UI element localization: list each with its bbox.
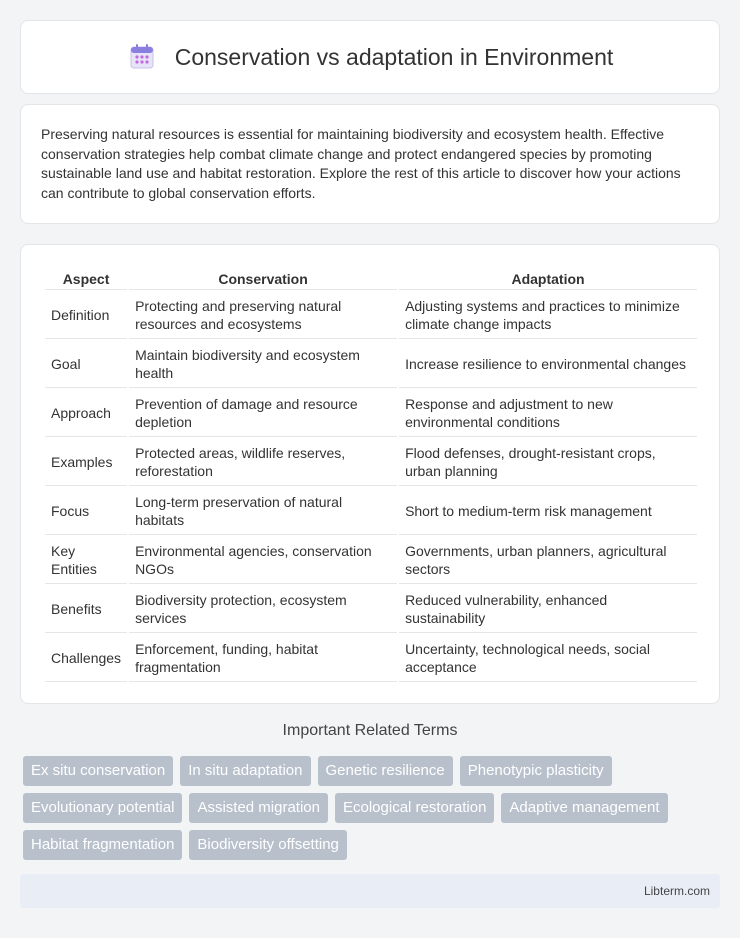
table-cell-cons: Long-term preservation of natural habitats — [129, 488, 397, 535]
table-row — [45, 488, 697, 535]
table-cell-adapt: Increase resilience to environmental changes — [399, 341, 697, 388]
table-cell-cons: Environmental agencies, conservation NGOs — [129, 537, 397, 584]
table-cell-cons: Protecting and preserving natural resources and ecosystems — [129, 292, 397, 339]
table-header-row — [45, 267, 697, 290]
table-cell-adapt: Reduced vulnerability, enhanced sustainability — [399, 586, 697, 633]
table-row — [45, 390, 697, 437]
column-header: Aspect — [45, 267, 127, 290]
related-term-tag[interactable]: Phenotypic plasticity — [460, 756, 612, 786]
related-terms-title: Important Related Terms — [282, 722, 458, 739]
footer-site-link[interactable]: Libterm.com — [643, 884, 710, 898]
comparison-table-card — [20, 244, 720, 704]
table-cell-aspect: Benefits — [45, 586, 127, 633]
table-cell-cons: Prevention of damage and resource depletion — [129, 390, 397, 437]
table-row — [45, 292, 697, 339]
related-term-tag[interactable]: In situ adaptation — [180, 756, 310, 786]
table-cell-aspect: Challenges — [45, 635, 127, 682]
table-row — [45, 439, 697, 486]
table-cell-aspect: Key Entities — [45, 537, 127, 584]
related-term-tag[interactable]: Genetic resilience — [318, 756, 453, 786]
table-cell-adapt: Flood defenses, drought-resistant crops, urban planning — [399, 439, 697, 486]
table-cell-adapt: Adjusting systems and practices to minimize climate change impacts — [399, 292, 697, 339]
table-row — [45, 537, 697, 584]
related-term-tag[interactable]: Ecological restoration — [335, 793, 494, 823]
table-cell-adapt: Response and adjustment to new environmental conditions — [399, 390, 697, 437]
table-cell-aspect: Examples — [45, 439, 127, 486]
table-row — [45, 635, 697, 682]
related-term-tag[interactable]: Habitat fragmentation — [23, 830, 182, 860]
table-row — [45, 341, 697, 388]
table-cell-aspect: Definition — [45, 292, 127, 339]
column-header: Conservation — [129, 267, 397, 290]
table-cell-adapt: Short to medium-term risk management — [399, 488, 697, 535]
table-cell-adapt: Governments, urban planners, agricultural sectors — [399, 537, 697, 584]
table-cell-cons: Maintain biodiversity and ecosystem health — [129, 341, 397, 388]
table-cell-aspect: Focus — [45, 488, 127, 535]
table-row — [45, 586, 697, 633]
footer — [20, 874, 720, 908]
comparison-table — [43, 265, 699, 684]
table-cell-aspect: Approach — [45, 390, 127, 437]
page-title: Conservation vs adaptation in Environment — [174, 43, 614, 70]
related-term-tag[interactable]: Biodiversity offsetting — [189, 830, 346, 860]
related-term-tag[interactable]: Ex situ conservation — [23, 756, 173, 786]
table-cell-cons: Biodiversity protection, ecosystem services — [129, 586, 397, 633]
table-cell-cons: Protected areas, wildlife reserves, reforestation — [129, 439, 397, 486]
column-header: Adaptation — [399, 267, 697, 290]
intro-card — [20, 104, 720, 224]
header-card — [20, 20, 720, 94]
calendar-grid-icon — [127, 42, 157, 72]
table-cell-adapt: Uncertainty, technological needs, social acceptance — [399, 635, 697, 682]
related-term-tag[interactable]: Assisted migration — [189, 793, 328, 823]
related-terms-list — [23, 756, 723, 860]
related-term-tag[interactable]: Adaptive management — [501, 793, 667, 823]
intro-paragraph: Preserving natural resources is essential for maintaining biodiversity and ecosystem health. Effective conservation strategies help combat climate change and protect endangered species by promoting sustainable land use and habitat restoration. Explore the rest of this article to discover how your actions can contribute to global conservation efforts. — [41, 126, 681, 201]
table-cell-aspect: Goal — [45, 341, 127, 388]
related-term-tag[interactable]: Evolutionary potential — [23, 793, 182, 823]
table-cell-cons: Enforcement, funding, habitat fragmentation — [129, 635, 397, 682]
